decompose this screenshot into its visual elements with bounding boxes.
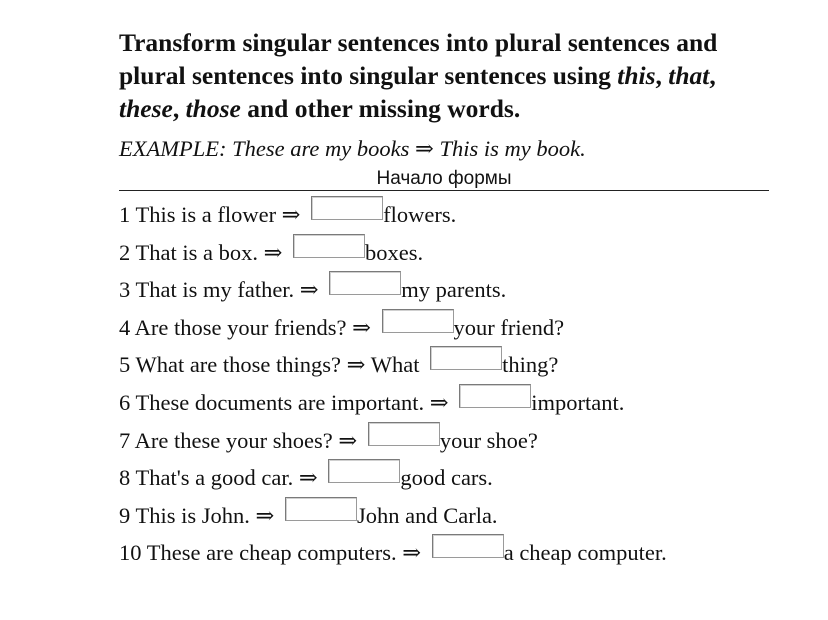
exercise-prompt: 10 These are cheap computers. ⇒ — [119, 540, 427, 566]
exercise-prompt: 9 This is John. ⇒ — [119, 502, 280, 528]
instructions-text: Transform singular sentences into plural sentences and plural sentences into singular sentences using — [119, 28, 718, 90]
exercise-completion: thing? — [502, 352, 559, 378]
answer-input[interactable] — [459, 384, 531, 408]
exercise-completion: John and Carla. — [356, 502, 498, 528]
exercise-item — [119, 313, 769, 351]
answer-input[interactable] — [285, 497, 357, 521]
exercise-completion: important. — [531, 389, 625, 415]
answer-input[interactable] — [382, 309, 454, 333]
answer-input[interactable] — [311, 196, 383, 220]
keyword-this: this — [617, 61, 656, 90]
exercise-completion: boxes. — [365, 239, 424, 265]
exercise-prompt: 5 What are those things? ⇒ What — [119, 352, 426, 378]
exercise-prompt: 8 That's a good car. ⇒ — [119, 465, 324, 491]
exercise-item — [119, 275, 769, 313]
exercise-item — [119, 501, 769, 539]
exercise-prompt: 2 That is a box. ⇒ — [119, 239, 289, 265]
exercise-completion: your shoe? — [439, 427, 538, 453]
exercise-item — [119, 350, 769, 388]
form-start-label: Начало формы — [376, 168, 512, 189]
exercise-completion: flowers. — [383, 202, 457, 227]
exercise-list — [119, 200, 769, 576]
exercise-item — [119, 238, 769, 276]
worksheet — [119, 26, 769, 576]
instructions-heading — [119, 26, 769, 125]
answer-input[interactable] — [430, 346, 502, 370]
form-divider — [119, 190, 769, 191]
answer-input[interactable] — [328, 459, 400, 483]
instructions-separator: , — [709, 61, 716, 90]
keyword-those: those — [185, 94, 241, 123]
exercise-completion: your friend? — [453, 314, 565, 340]
exercise-item — [119, 426, 769, 464]
exercise-item — [119, 200, 769, 238]
exercise-completion: my parents. — [401, 277, 507, 303]
keyword-that: that — [668, 61, 710, 90]
exercise-item — [119, 538, 769, 576]
keyword-these: these — [119, 94, 173, 123]
exercise-prompt: 3 That is my father. ⇒ — [119, 277, 325, 303]
exercise-prompt: 4 Are those your friends? ⇒ — [119, 314, 377, 340]
example-sentence: EXAMPLE: These are my books ⇒ This is my book. — [119, 136, 586, 161]
exercise-prompt: 1 This is a flower ⇒ — [119, 202, 307, 227]
instructions-separator: , — [172, 94, 186, 123]
exercise-item — [119, 388, 769, 426]
exercise-completion: good cars. — [400, 465, 493, 491]
exercise-completion: a cheap computer. — [503, 540, 667, 566]
exercise-prompt: 6 These documents are important. ⇒ — [119, 389, 455, 415]
instructions-separator: , — [655, 61, 669, 90]
exercise-prompt: 7 Are these your shoes? ⇒ — [119, 427, 363, 453]
exercise-item — [119, 463, 769, 501]
instructions-text-end: and other missing words. — [240, 94, 521, 123]
answer-input[interactable] — [293, 234, 365, 258]
answer-input[interactable] — [329, 271, 401, 295]
answer-input[interactable] — [368, 422, 440, 446]
answer-input[interactable] — [432, 534, 504, 558]
